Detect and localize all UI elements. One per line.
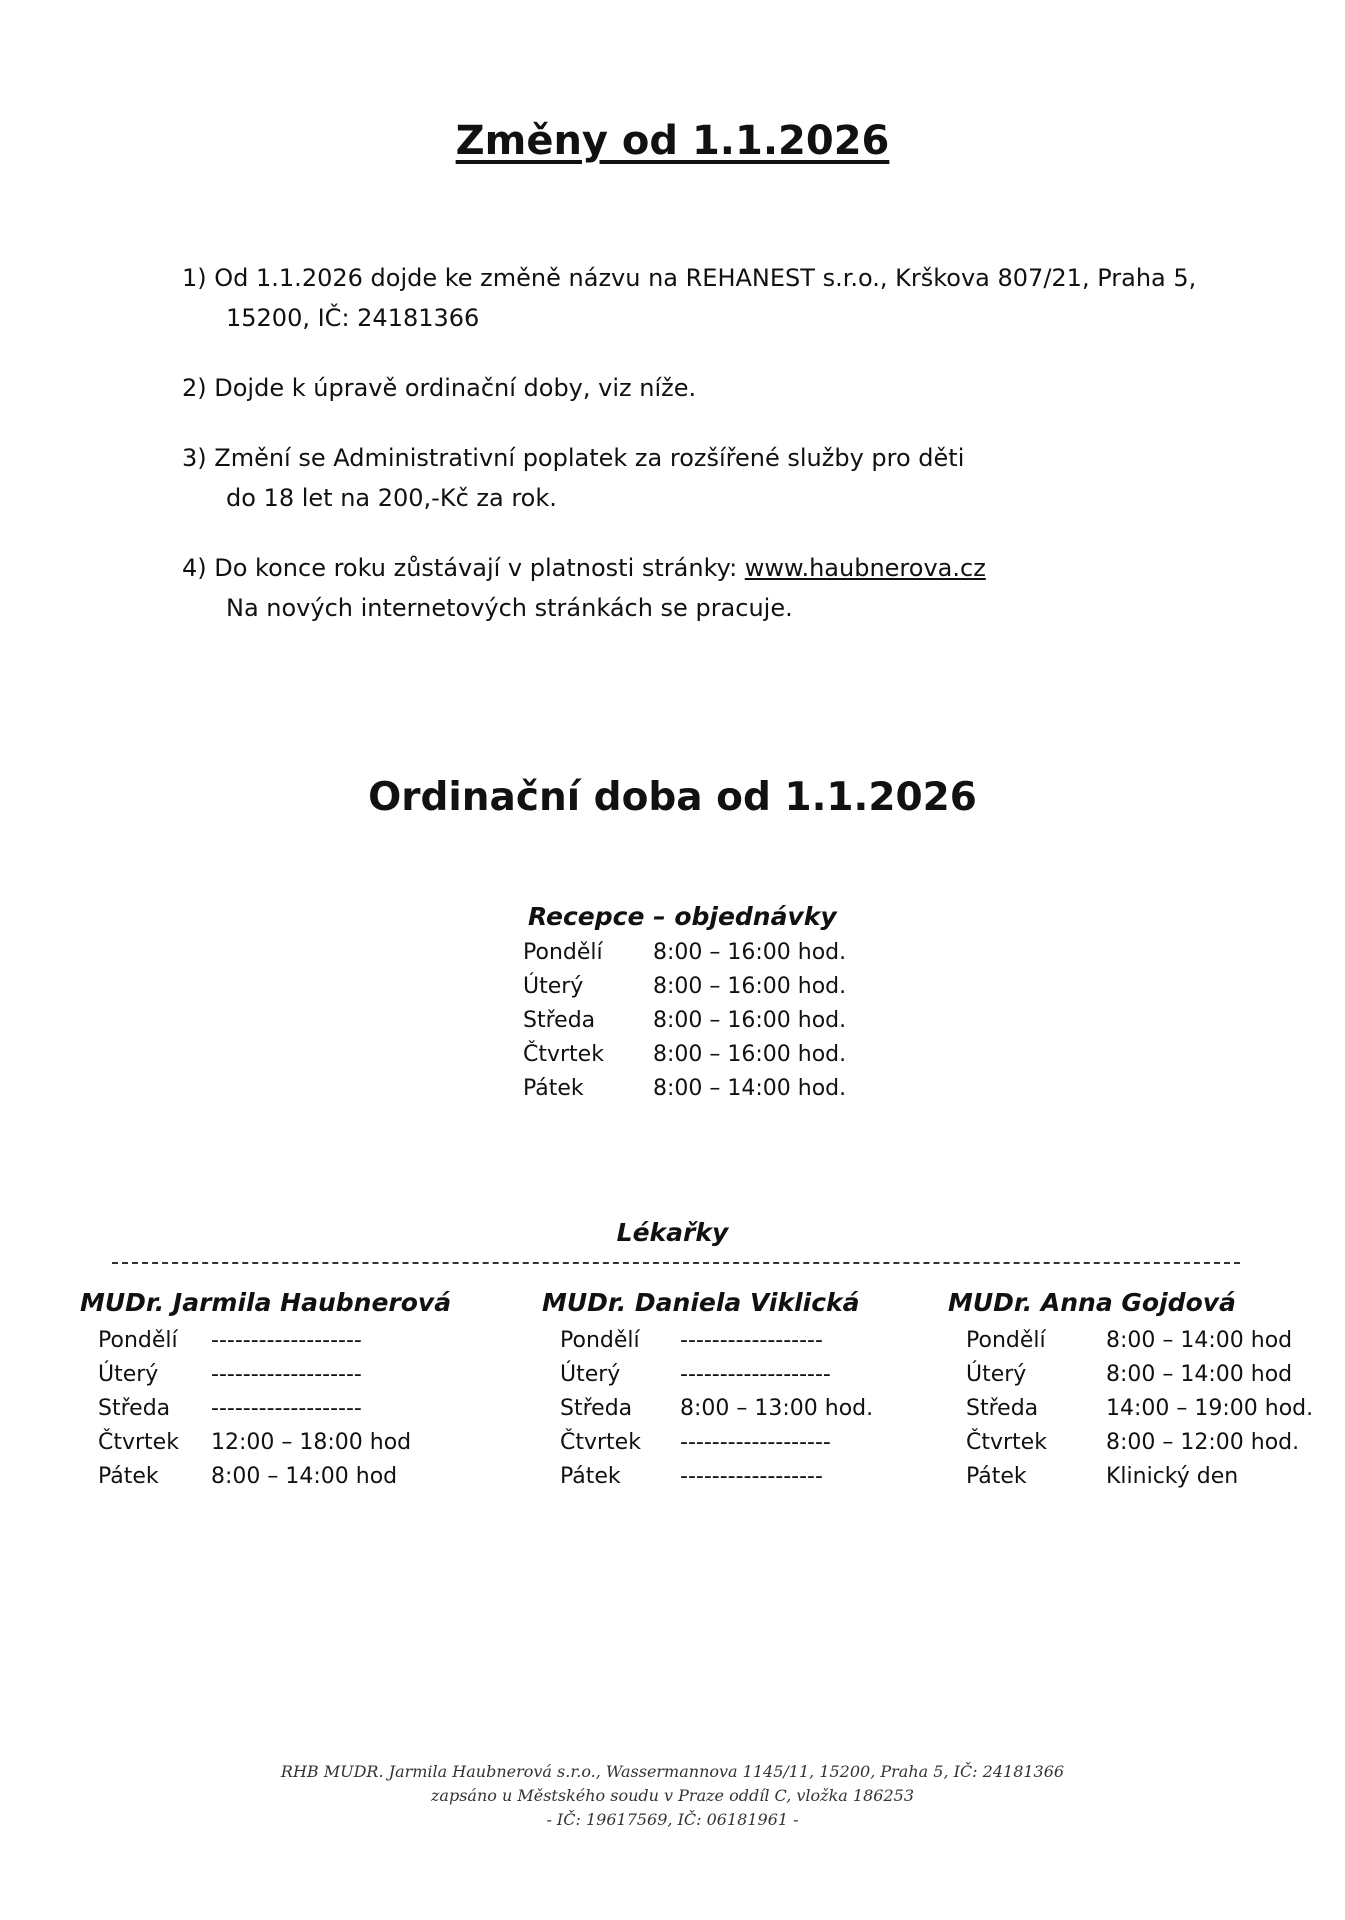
change-item-4: 4) Do konce roku zůstávají v platnosti stránky: www.haubnerova.cz Na nových internetových stránkách se pracuje. bbox=[182, 554, 986, 622]
reception-title: Recepce – objednávky bbox=[528, 902, 837, 931]
schedule-row: Pátek Klinický den bbox=[966, 1463, 1239, 1489]
schedule-row: Pondělí ------------------ bbox=[560, 1327, 823, 1353]
schedule-row: Čtvrtek 12:00 – 18:00 hod bbox=[98, 1429, 412, 1455]
schedule-row: Úterý ------------------- bbox=[560, 1361, 831, 1387]
schedule-row: Úterý 8:00 – 14:00 hod bbox=[966, 1361, 1293, 1387]
schedule-row: Pátek 8:00 – 14:00 hod. bbox=[523, 1075, 847, 1101]
schedule-row: Středa 8:00 – 13:00 hod. bbox=[560, 1395, 874, 1421]
page-title: Změny od 1.1.2026 bbox=[455, 118, 890, 164]
website-link[interactable]: www.haubnerova.cz bbox=[744, 554, 986, 582]
changes-list bbox=[182, 258, 1282, 658]
schedule-row: Pátek 8:00 – 14:00 hod bbox=[98, 1463, 398, 1489]
schedule-row: Středa 8:00 – 16:00 hod. bbox=[523, 1007, 847, 1033]
schedule-row: Pátek ------------------ bbox=[560, 1463, 823, 1489]
schedule-row: Pondělí 8:00 – 14:00 hod bbox=[966, 1327, 1293, 1353]
doctor-name: MUDr. Jarmila Haubnerová bbox=[80, 1288, 452, 1317]
doctor-name: MUDr. Daniela Viklická bbox=[542, 1288, 860, 1317]
schedule-row: Čtvrtek 8:00 – 16:00 hod. bbox=[523, 1041, 847, 1067]
schedule-row: Středa ------------------- bbox=[98, 1395, 362, 1421]
doctor-schedule-gojdova bbox=[948, 1288, 1318, 1493]
dashed-divider bbox=[112, 1262, 1240, 1264]
hours-title: Ordinační doba od 1.1.2026 bbox=[368, 775, 977, 820]
change-item-3: 3) Změní se Administrativní poplatek za rozšířené služby pro děti do 18 let na 200,-Kč za rok. bbox=[182, 444, 965, 512]
schedule-row: Čtvrtek ------------------- bbox=[560, 1429, 831, 1455]
schedule-row: Čtvrtek 8:00 – 12:00 hod. bbox=[966, 1429, 1300, 1455]
change-item-1: 1) Od 1.1.2026 dojde ke změně názvu na REHANEST s.r.o., Krškova 807/21, Praha 5, 15200, IČ: 24181366 bbox=[182, 264, 1197, 332]
schedule-row: Středa 14:00 – 19:00 hod. bbox=[966, 1395, 1314, 1421]
schedule-row: Pondělí 8:00 – 16:00 hod. bbox=[523, 939, 847, 965]
schedule-row: Pondělí ------------------- bbox=[98, 1327, 362, 1353]
schedule-row: Úterý ------------------- bbox=[98, 1361, 362, 1387]
schedule-row: Úterý 8:00 – 16:00 hod. bbox=[523, 973, 847, 999]
doctor-name: MUDr. Anna Gojdová bbox=[948, 1288, 1236, 1317]
reception-schedule bbox=[523, 902, 923, 1105]
company-footer: RHB MUDR. Jarmila Haubnerová s.r.o., Wassermannova 1145/11, 15200, Praha 5, IČ: 24181366 zapsáno u Městského soudu v Praze oddíl C, vložka 186253 - IČ: 19617569, IČ: 06181961 - bbox=[280, 1762, 1065, 1829]
doctor-schedule-haubnerova bbox=[80, 1288, 500, 1493]
change-item-2: 2) Dojde k úpravě ordinační doby, viz níže. bbox=[182, 374, 697, 402]
doctor-schedule-viklicka bbox=[542, 1288, 922, 1493]
doctors-title: Lékařky bbox=[616, 1218, 729, 1247]
